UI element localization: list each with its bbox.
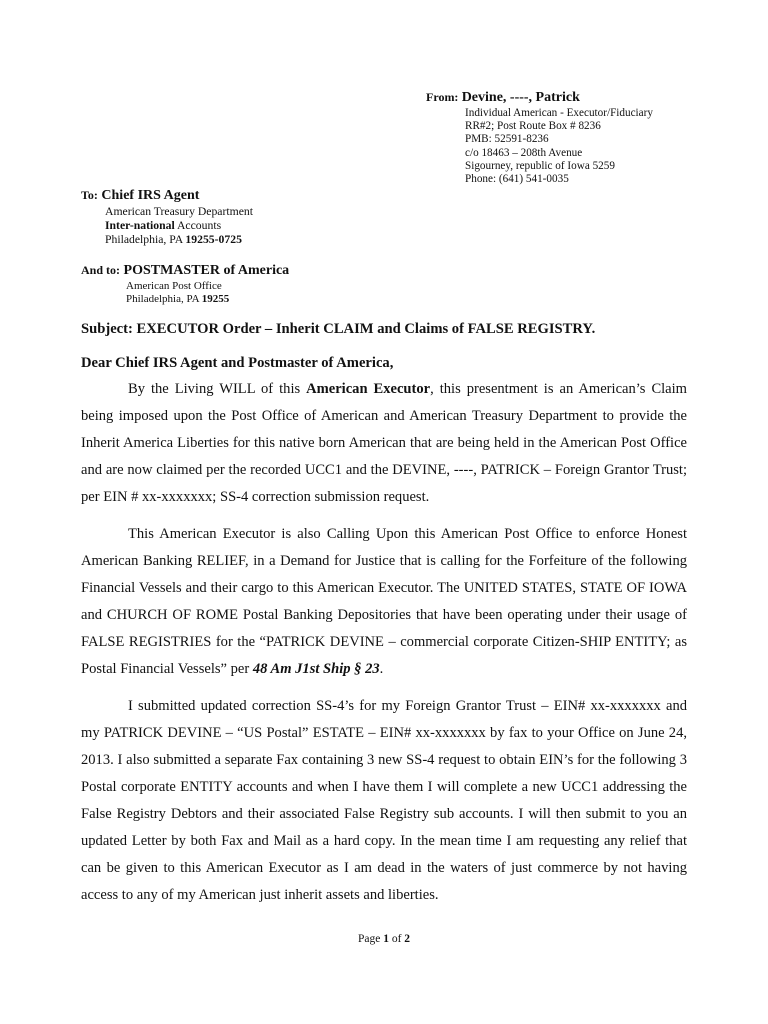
sender-heading <box>426 88 756 107</box>
footer-current-page: 1 <box>383 933 389 945</box>
sender-address <box>465 107 756 186</box>
second-recipient-zip: 19255 <box>201 293 230 306</box>
recipient-dept: American Treasury Department <box>105 205 253 218</box>
sender-line: RR#2; Post Route Box # 8236 <box>465 120 601 133</box>
subject-line: Subject: EXECUTOR Order – Inherit CLAIM and Claims of FALSE REGISTRY. <box>81 321 596 337</box>
second-recipient-name: POSTMASTER of America <box>123 263 290 278</box>
recipient-heading <box>81 186 481 205</box>
paragraph-1-bold: American Executor <box>306 381 431 397</box>
to-label: To: <box>81 188 98 202</box>
from-label: From: <box>426 90 459 104</box>
second-recipient-heading <box>81 261 481 280</box>
paragraph-2-text-b: . <box>379 661 384 677</box>
recipient-address <box>105 205 481 247</box>
second-recipient-city <box>126 293 481 306</box>
second-recipient-block <box>81 261 481 306</box>
recipient-block <box>81 186 481 247</box>
recipient-accounts <box>105 219 481 233</box>
sender-line: c/o 18463 – 208th Avenue <box>465 146 583 159</box>
and-to-label: And to: <box>81 263 121 277</box>
paragraph-2 <box>81 521 687 683</box>
sender-name: Devine, ----, Patrick <box>461 90 580 105</box>
recipient-zip: 19255-0725 <box>185 233 242 246</box>
second-recipient-office: American Post Office <box>126 280 222 292</box>
sender-line: PMB: 52591-8236 <box>465 133 549 146</box>
sender-line: Sigourney, republic of Iowa 5259 <box>465 159 615 172</box>
paragraph-1 <box>81 376 687 511</box>
recipient-city-text: Philadelphia, PA <box>105 233 186 246</box>
second-recipient-city-text: Philadelphia, PA <box>126 293 202 306</box>
sender-line: Phone: (641) 541-0035 <box>465 173 569 186</box>
footer-page-word: Page <box>357 933 384 945</box>
second-recipient-address <box>126 280 481 306</box>
recipient-name: Chief IRS Agent <box>101 188 200 203</box>
page-footer <box>0 933 768 945</box>
salutation: Dear Chief IRS Agent and Postmaster of America, <box>81 355 394 371</box>
recipient-accounts-rest: Accounts <box>174 219 222 232</box>
sender-line: Individual American - Executor/Fiduciary <box>465 107 653 119</box>
recipient-accounts-bold: Inter-national <box>105 219 175 232</box>
paragraph-2-text-a: This American Executor is also Calling Upon this American Post Office to enforce Honest American Banking RELIEF, in a Demand for Justice that is calling for the Forfeiture of the following Financial Vessels and their cargo to this American Executor. The UNITED STATES, STATE OF IOWA and CHURCH OF ROME Postal Banking Depositories that have been operating under their usage of FALSE REGISTRIES for the “PATRICK DEVINE – commercial corporate Citizen-SHIP ENTITY; as Postal Financial Vessels” per <box>81 526 687 677</box>
footer-total-pages: 2 <box>404 933 411 945</box>
paragraph-3: I submitted updated correction SS-4’s for my Foreign Grantor Trust – EIN# xx-xxxxxxx and my PATRICK DEVINE – “US Postal” ESTATE – EIN# xx-xxxxxxx by fax to your Office on June 24, 2013. I also submitted a separate Fax containing 3 new SS-4 request to obtain EIN’s for the following 3 Postal corporate ENTITY accounts and when I have them I will complete a new UCC1 addressing the False Registry Debtors and their associated False Registry sub accounts. I will then submit to you an updated Letter by both Fax and Mail as a hard copy. In the mean time I am requesting any relief that can be given to this American Executor as I am dead in the waters of just commerce by not having access to any of my American just inherit assets and liberties. <box>81 698 687 903</box>
letter-body <box>81 376 687 919</box>
recipient-city <box>105 233 481 247</box>
paragraph-1-text-b: , this presentment is an American’s Claim being imposed upon the Post Office of American and American Treasury Department to provide the Inherit America Liberties for this native born American that are being held in the American Post Office and are now claimed per the recorded UCC1 and the DEVINE, ----, PATRICK – Foreign Grantor Trust; per EIN # xx-xxxxxxx; SS-4 correction submission request. <box>81 381 688 505</box>
paragraph-1-text-a: By the Living WILL of this <box>128 381 307 397</box>
paragraph-2-citation: 48 Am J1st Ship § 23 <box>252 661 380 677</box>
footer-of-word: of <box>388 933 405 945</box>
sender-block <box>426 88 756 186</box>
